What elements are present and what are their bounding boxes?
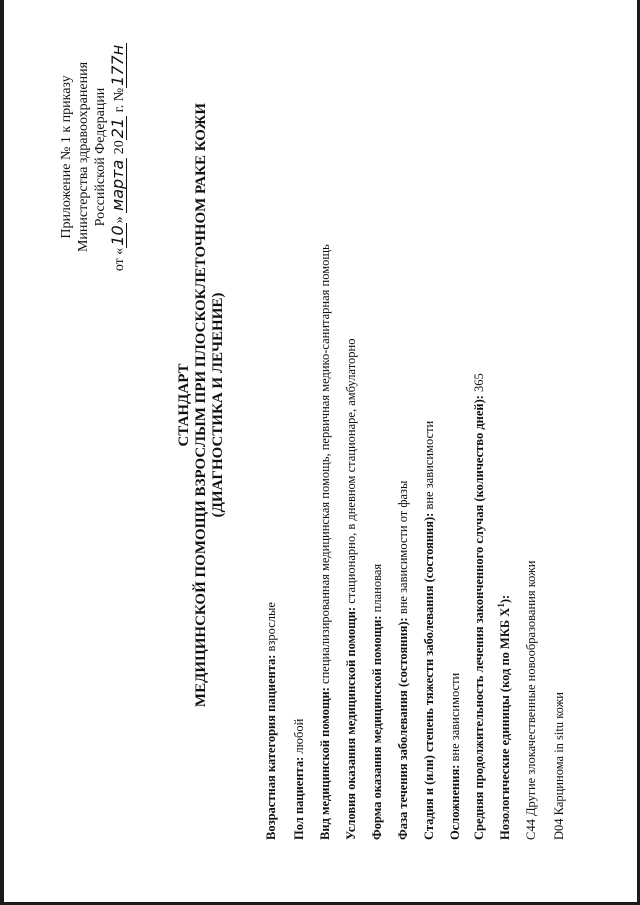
param-conditions: Условия оказания медицинской помощи: стационарно, в дневном стационаре, амбулаторно (344, 338, 358, 840)
param-duration: Средняя продолжительность лечения законченного случая (количество дней): 365 (472, 373, 486, 840)
nosology-suffix: ): (498, 594, 513, 604)
title-line-3: (ДИАГНОСТИКА И ЛЕЧЕНИЕ) (210, 292, 226, 518)
param-stage: Стадия и (или) степень тяжести заболевания (состояния): вне зависимости (422, 420, 436, 840)
appendix-block (58, 0, 128, 317)
nosology-label: Нозологические единицы (код по МКБ X (498, 607, 513, 840)
appendix-line-1: Приложение № 1 к приказу (59, 75, 74, 239)
nosology-footnote: 1 (496, 603, 506, 608)
order-date-line (109, 0, 128, 317)
order-prefix: от « (112, 247, 127, 272)
order-year: 21 (108, 117, 127, 139)
order-month: марта (108, 159, 127, 211)
param-phase: Фаза течения заболевания (состояния): вне зависимости от фазы (396, 480, 410, 840)
param-form: Форма оказания медицинской помощи: плановая (370, 563, 384, 840)
nosology-code-d04: D04 Карцинома in situ кожи (552, 692, 566, 840)
param-age: Возрастная категория пациента: взрослые (264, 602, 278, 840)
title-line-2: МЕДИЦИНСКОЙ ПОМОЩИ ВЗРОСЛЫМ ПРИ ПЛОСКОКЛЕТОЧНОМ РАКЕ КОЖИ (193, 102, 209, 708)
param-complications: Осложнения: вне зависимости (448, 672, 462, 840)
order-mid: » (112, 212, 127, 224)
param-care-type: Вид медицинской помощи: специализированная медицинская помощь, первичная медико-санитарная помощь (318, 244, 332, 840)
document-title (176, 5, 227, 805)
order-day: 10 (108, 225, 127, 246)
nosology-heading (496, 595, 513, 840)
order-number: 177н (108, 44, 127, 86)
nosology-code-c44: С44 Другие злокачественные новообразования кожи (524, 560, 538, 840)
title-line-1: СТАНДАРТ (176, 363, 192, 447)
param-sex: Пол пациента: любой (292, 718, 306, 840)
order-number-prefix: г. № (112, 87, 127, 116)
appendix-line-3: Российской Федерации (93, 87, 108, 227)
appendix-line-2: Министерства здравоохранения (76, 61, 91, 253)
order-year-prefix: 20 (112, 140, 127, 158)
